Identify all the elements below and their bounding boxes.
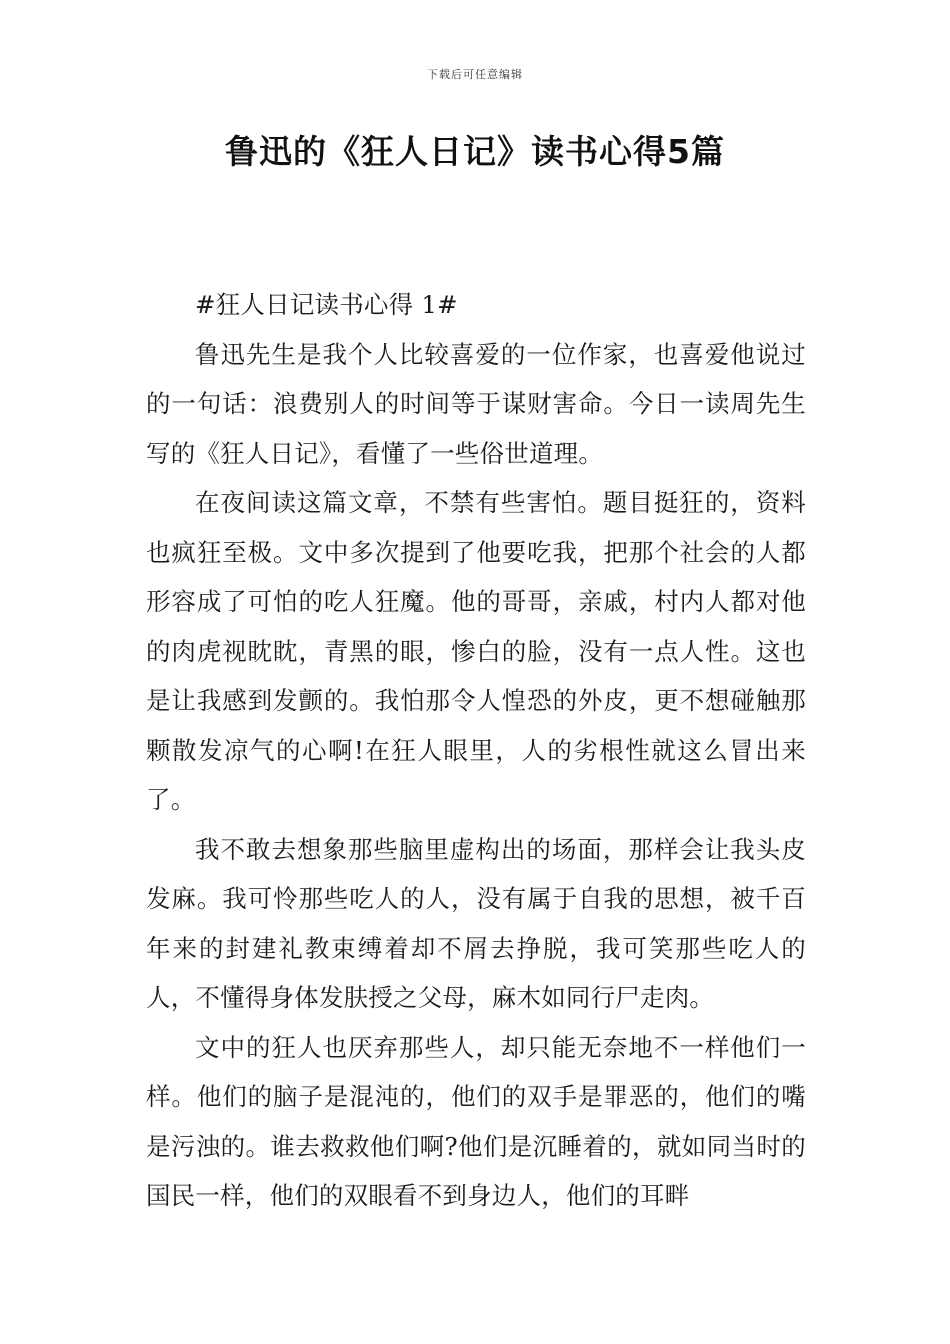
paragraph-2: 在夜间读这篇文章，不禁有些害怕。题目挺狂的，资料也疯狂至极。文中多次提到了他要吃我，把那个社会的人都形容成了可怕的吃人狂魔。他的哥哥，亲戚，村内人都对他的肉虎视眈眈，青黑的眼，惨白的脸，没有一点人性。这也是让我感到发颤的。我怕那令人惶恐的外皮，更不想碰触那颗散发凉气的心啊!在狂人眼里，人的劣根性就这么冒出来了。: [146, 488, 806, 814]
paragraph-4: 文中的狂人也厌弃那些人，却只能无奈地不一样他们一样。他们的脑子是混沌的，他们的双手是罪恶的，他们的嘴是污浊的。谁去救救他们啊?他们是沉睡着的，就如同当时的国民一样，他们的双眼看不到身边人，他们的耳畔: [146, 1032, 806, 1210]
header-note: 下载后可任意编辑: [427, 68, 523, 81]
document-body: [146, 280, 806, 1221]
paragraph-3: 我不敢去想象那些脑里虚构出的场面，那样会让我头皮发麻。我可怜那些吃人的人，没有属于自我的思想，被千百年来的封建礼教束缚着却不屑去挣脱，我可笑那些吃人的人，不懂得身体发肤授之父母，麻木如同行尸走肉。: [146, 834, 806, 1012]
paragraph-1: 鲁迅先生是我个人比较喜爱的一位作家，也喜爱他说过的一句话：浪费别人的时间等于谋财害命。今日一读周先生写的《狂人日记》，看懂了一些俗世道理。: [146, 339, 806, 468]
document-title: 鲁迅的《狂人日记》读书心得5篇: [225, 132, 725, 171]
section-heading: #狂人日记读书心得 1#: [195, 290, 458, 319]
